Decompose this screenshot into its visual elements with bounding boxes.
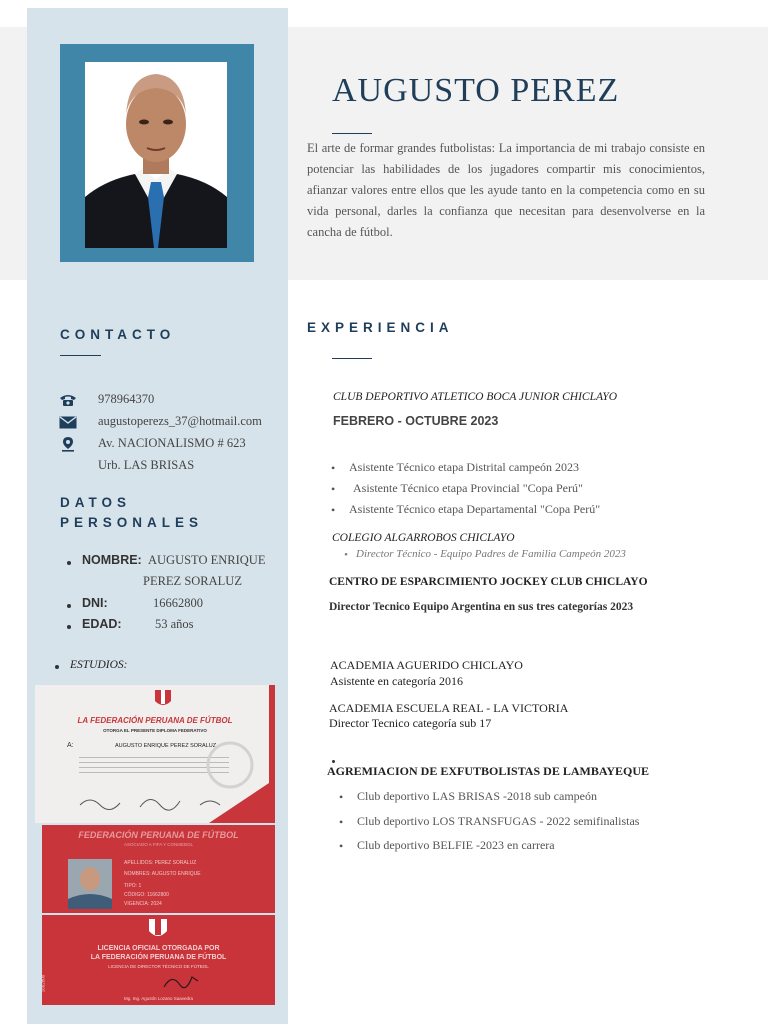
job5-club: ACADEMIA ESCUELA REAL - LA VICTORIA [329, 701, 569, 715]
profile-photo [85, 62, 227, 248]
cert2-subtitle: ASOCIADO A FIFA Y CONMEBOL [123, 842, 194, 847]
cert3-line2: LA FEDERACIÓN PERUANA DE FÚTBOL [90, 954, 227, 961]
name-label: NOMBRE: [82, 553, 142, 567]
cert2-valid: VIGENCIA: 2024 [124, 901, 162, 907]
cert2-title: FEDERACIÓN PERUANA DE FÚTBOL [78, 830, 239, 840]
seal-icon [205, 735, 255, 795]
job1-item-3: • Asistente Técnico etapa Departamental "Copa Perú" [331, 502, 601, 517]
age-label: EDAD: [82, 617, 122, 631]
job1-club: CLUB DEPORTIVO ATLETICO BOCA JUNIOR CHICLAYO [333, 391, 618, 403]
job4-club: ACADEMIA AGUERIDO CHICLAYO [330, 658, 523, 672]
experience-divider [332, 358, 372, 359]
cert3-line3: LICENCIA DE DIRECTOR TÉCNICO DE FÚTBOL [108, 964, 209, 969]
cert1-to: A: [67, 742, 74, 749]
job2-club: COLEGIO ALGARROBOS CHICLAYO [332, 532, 515, 544]
personal-title-line1: DATOS [60, 495, 132, 510]
job1-item-2: • Asistente Técnico etapa Provincial "Copa Perú" [331, 481, 583, 496]
dni-value: 16662800 [153, 596, 203, 610]
name-divider [332, 133, 372, 134]
job6-item-3: • Club deportivo BELFIE -2023 en carrera [339, 838, 555, 853]
age-value: 53 años [155, 617, 194, 631]
job1-period: FEBRERO - OCTUBRE 2023 [333, 414, 499, 428]
studies-label: ESTUDIOS: [70, 659, 128, 671]
job4-role: Asistente en categoría 2016 [330, 674, 463, 688]
cert2-names: NOMBRES: AUGUSTO ENRIQUE [124, 871, 201, 877]
signatures-icon [75, 793, 235, 813]
card-photo [68, 859, 112, 909]
contact-address-row [58, 436, 246, 452]
bullet-icon: • [344, 549, 348, 561]
bullet-icon [55, 665, 59, 669]
job6-item-1: • Club deportivo LAS BRISAS -2018 sub campeón [339, 789, 597, 804]
experience-title: EXPERIENCIA [307, 320, 454, 335]
job5-role: Director Tecnico categoría sub 17 [329, 716, 492, 730]
contact-title: CONTACTO [60, 327, 176, 342]
envelope-icon [58, 414, 78, 430]
contact-divider [60, 355, 101, 356]
job6-club: AGREMIACION DE EXFUTBOLISTAS DE LAMBAYEQUE [327, 764, 650, 778]
bullet-icon: • [339, 815, 344, 829]
name-value-line2: PEREZ SORALUZ [143, 574, 242, 588]
profile-summary: El arte de formar grandes futbolistas: La importancia de mi trabajo consiste en potenciar las habilidades de los jugadores compartir mis conocimientos, afianzar valores entre ellos que les ayude tanto en la competencia como en su vida personal, darles la confianza que necesitan para desenvolverse en la cancha de fútbol. [307, 141, 705, 239]
profile-name: AUGUSTO PEREZ [332, 72, 620, 109]
job1-item-1: • Asistente Técnico etapa Distrital campeón 2023 [331, 460, 580, 475]
job3-club: CENTRO DE ESPARCIMIENTO JOCKEY CLUB CHICLAYO [329, 576, 648, 588]
contact-email-row [58, 414, 262, 430]
federation-crest-icon [147, 917, 169, 941]
bullet-icon [67, 625, 71, 629]
job2-item: • Director Técnico - Equipo Padres de Familia Campeón 2023 [344, 548, 626, 561]
diploma-image [35, 685, 275, 823]
cert2-code: CÓDIGO: 11662800 [124, 892, 169, 898]
signature-icon [162, 971, 202, 993]
contact-phone: 978964370 [98, 392, 155, 406]
cert3-signature: Mg. Ing. Agustín Lozano Saavedra [123, 996, 194, 1001]
contact-address-line2: Urb. LAS BRISAS [98, 458, 195, 472]
bullet-icon: • [331, 503, 336, 517]
contact-phone-row [58, 392, 154, 408]
cert2-surname: APELLIDOS: PEREZ SORALUZ [124, 860, 197, 866]
contact-email[interactable]: augustoperezs_37@hotmail.com [98, 414, 262, 428]
bullet-icon: • [331, 482, 336, 496]
personal-title-line2: PERSONALES [60, 515, 204, 530]
dni-label: DNI: [82, 596, 108, 610]
job6-item-2: • Club deportivo LOS TRANSFUGAS - 2022 semifinalistas [339, 814, 640, 829]
name-value-line1: AUGUSTO ENRIQUE [148, 553, 266, 567]
phone-icon [58, 392, 78, 408]
bullet-icon: • [339, 790, 344, 804]
job3-role: Director Tecnico Equipo Argentina en sus tres categorías 2023 [329, 601, 634, 613]
cert2-type: TIPO: 1 [124, 883, 142, 889]
license-card-image [42, 825, 275, 913]
bullet-icon: • [331, 461, 336, 475]
contact-address-line1: Av. NACIONALISMO # 623 [98, 436, 246, 450]
cert1-name: AUGUSTO ENRIQUE PEREZ SORALUZ [115, 743, 217, 749]
bullet-icon [332, 760, 335, 763]
bullet-icon [67, 561, 71, 565]
federation-crest-icon [154, 689, 172, 709]
location-icon [58, 436, 78, 452]
cert3-line1: LICENCIA OFICIAL OTORGADA POR [97, 945, 220, 952]
bullet-icon [67, 604, 71, 608]
cert3-side: 1662800 [40, 974, 46, 993]
license-back-image [42, 915, 275, 1005]
bullet-icon: • [339, 839, 344, 853]
cert1-title: LA FEDERACIÓN PERUANA DE FÚTBOL [77, 716, 233, 725]
cert1-subtitle: OTORGA EL PRESENTE DIPLOMA FEDERATIVO [103, 728, 207, 733]
